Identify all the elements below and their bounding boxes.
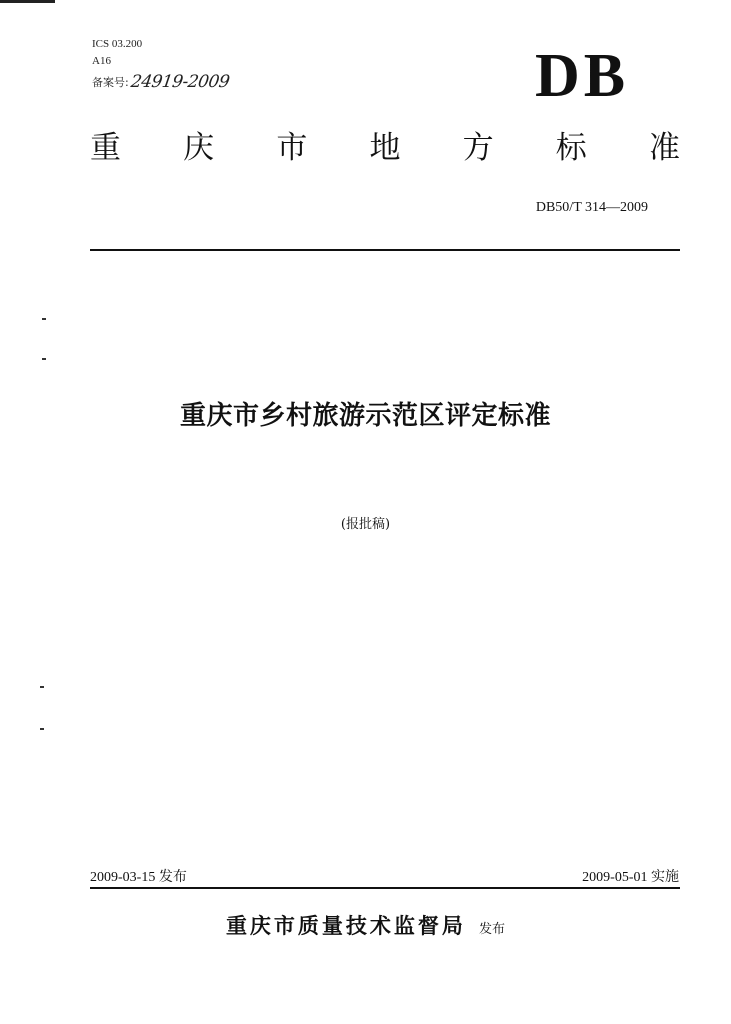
ics-code: ICS 03.200 — [92, 38, 143, 50]
publisher-name: 重庆市质量技术监督局 — [225, 914, 466, 938]
scan-speck — [40, 686, 44, 688]
scan-artifact-line — [0, 0, 55, 3]
footer-divider — [90, 887, 680, 889]
standard-type-char: 市 — [276, 130, 308, 166]
publish-word: 发布 — [479, 922, 506, 937]
standard-type-char: 标 — [555, 130, 587, 166]
standard-type-char: 重 — [90, 130, 121, 166]
record-number — [92, 72, 229, 92]
scan-speck — [42, 358, 46, 360]
scan-speck — [42, 318, 46, 320]
classification-code: A16 — [92, 55, 111, 67]
header-divider — [90, 249, 680, 251]
standard-type-heading — [90, 130, 680, 166]
document-title: 重庆市乡村旅游示范区评定标准 — [179, 401, 551, 431]
standard-type-char: 准 — [648, 130, 680, 166]
implementation-date: 2009-05-01 实施 — [582, 870, 679, 885]
standard-type-char: 方 — [462, 130, 494, 166]
db-logo: DB — [535, 42, 630, 110]
scan-speck — [40, 728, 44, 730]
record-number-handwritten: 24919-2009 — [129, 72, 231, 92]
publisher-line — [0, 910, 731, 940]
standard-type-char: 庆 — [183, 130, 215, 166]
draft-note: (报批稿) — [340, 517, 391, 532]
record-number-label: 备案号: — [92, 76, 129, 89]
issue-date: 2009-03-15 发布 — [90, 870, 187, 885]
standard-number: DB50/T 314—2009 — [535, 200, 648, 215]
standard-type-char: 地 — [369, 130, 401, 166]
